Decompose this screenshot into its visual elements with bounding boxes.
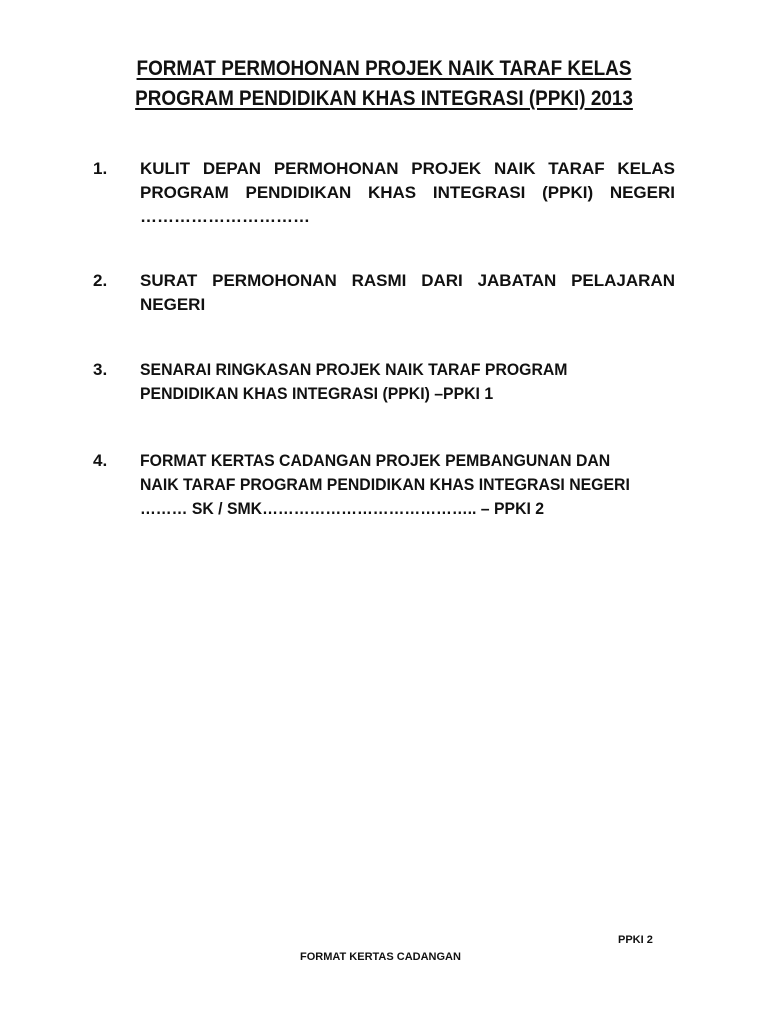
list-item-line: PENDIDIKAN KHAS INTEGRASI (PPKI) –PPKI 1	[140, 384, 494, 403]
list-item-number: 4.	[93, 451, 108, 470]
list-item-number: 2.	[93, 271, 108, 290]
title-line-2: PROGRAM PENDIDIKAN KHAS INTEGRASI (PPKI) 2013	[135, 87, 633, 110]
list-item-number: 3.	[93, 360, 108, 379]
list-item-text	[140, 449, 638, 521]
list-item-1	[93, 157, 675, 229]
list-item-line: KULIT DEPAN PERMOHONAN PROJEK NAIK TARAF KELAS	[140, 159, 675, 178]
list-item-line: NAIK TARAF PROGRAM PENDIDIKAN KHAS INTEGRASI NEGERI	[140, 475, 630, 494]
title-line-1: FORMAT PERMOHONAN PROJEK NAIK TARAF KELAS	[136, 57, 632, 80]
list-item-2	[93, 269, 675, 317]
list-item-number: 1.	[93, 159, 108, 178]
list-item-text	[140, 157, 675, 229]
list-item-line: …………………………	[140, 207, 310, 226]
list-item-text	[140, 269, 675, 317]
footer-code: PPKI 2	[618, 934, 653, 946]
footer-label: FORMAT KERTAS CADANGAN	[300, 951, 461, 963]
list-item-3	[93, 358, 675, 406]
document-title	[92, 54, 675, 114]
list-item-line: SENARAI RINGKASAN PROJEK NAIK TARAF PROGRAM	[140, 360, 568, 379]
list-item-text	[140, 358, 638, 406]
list-item-line: SURAT PERMOHONAN RASMI DARI JABATAN PELAJARAN	[140, 271, 675, 290]
list-item-line: PROGRAM PENDIDIKAN KHAS INTEGRASI (PPKI) NEGERI	[140, 183, 675, 202]
list-item-4	[93, 449, 675, 521]
list-item-line: NEGERI	[140, 295, 206, 314]
list-item-line: FORMAT KERTAS CADANGAN PROJEK PEMBANGUNAN DAN	[140, 451, 611, 470]
list-item-line: ……… SK / SMK………………………………….. – PPKI 2	[140, 499, 545, 518]
